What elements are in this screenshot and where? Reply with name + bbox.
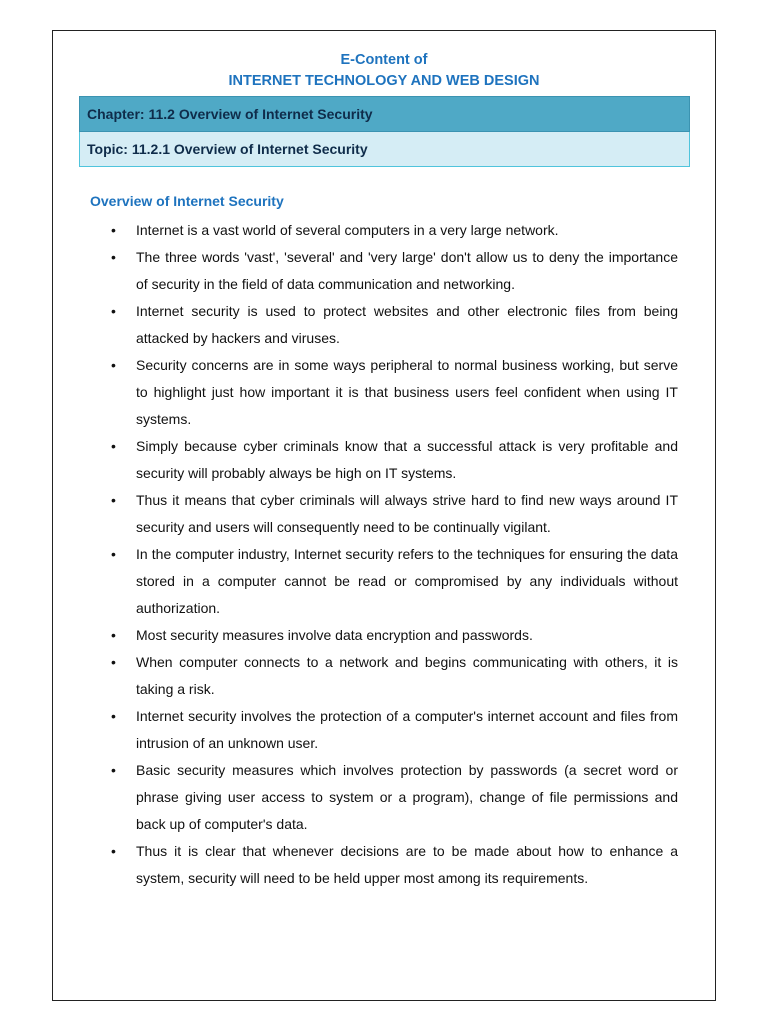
list-item	[111, 838, 678, 892]
bullet-icon: •	[111, 492, 116, 508]
list-item-text: In the computer industry, Internet security refers to the techniques for ensuring the data stored in a computer cannot be read or compromised by any individuals without authorization.	[136, 546, 678, 616]
list-item	[111, 649, 678, 703]
list-item	[111, 433, 678, 487]
list-item-text: Thus it is clear that whenever decisions are to be made about how to enhance a system, security will need to be held upper most among its requirements.	[136, 843, 678, 886]
list-item-text: Thus it means that cyber criminals will always strive hard to find new ways around IT security and users will consequently need to be continually vigilant.	[136, 492, 678, 535]
list-item	[111, 298, 678, 352]
list-item	[111, 217, 678, 244]
list-item-text: Most security measures involve data encryption and passwords.	[136, 627, 533, 643]
list-item-text: The three words 'vast', 'several' and 'very large' don't allow us to deny the importance of security in the field of data communication and networking.	[136, 249, 678, 292]
bullet-icon: •	[111, 654, 116, 670]
list-item-text: Simply because cyber criminals know that a successful attack is very profitable and security will probably always be high on IT systems.	[136, 438, 678, 481]
bullet-icon: •	[111, 762, 116, 778]
list-item-text: Basic security measures which involves protection by passwords (a secret word or phrase giving user access to system or a program), change of file permissions and back up of computer's data.	[136, 762, 678, 832]
bullet-icon: •	[111, 357, 116, 373]
bullet-icon: •	[111, 438, 116, 454]
topic-band	[79, 132, 690, 167]
bullet-icon: •	[111, 546, 116, 562]
bullet-icon: •	[111, 303, 116, 319]
bullet-icon: •	[111, 249, 116, 265]
list-item-text: Internet is a vast world of several computers in a very large network.	[136, 222, 559, 238]
list-item-text: When computer connects to a network and begins communicating with others, it is taking a risk.	[136, 654, 678, 697]
section-title: Overview of Internet Security	[90, 193, 284, 209]
list-item-text: Internet security involves the protection of a computer's internet account and files from intrusion of an unknown user.	[136, 708, 678, 751]
bullet-list	[111, 217, 678, 892]
list-item	[111, 703, 678, 757]
bullet-icon: •	[111, 843, 116, 859]
document-header	[53, 50, 715, 92]
list-item	[111, 352, 678, 433]
list-item	[111, 757, 678, 838]
list-item	[111, 622, 678, 649]
list-item	[111, 487, 678, 541]
list-item	[111, 244, 678, 298]
list-item-text: Internet security is used to protect websites and other electronic files from being attacked by hackers and viruses.	[136, 303, 678, 346]
header-line-2: INTERNET TECHNOLOGY AND WEB DESIGN	[228, 73, 540, 89]
list-item	[111, 541, 678, 622]
list-item-text: Security concerns are in some ways peripheral to normal business working, but serve to highlight just how important it is that business users feel confident when using IT systems.	[136, 357, 678, 427]
document-page	[52, 30, 716, 1001]
topic-title: Topic: 11.2.1 Overview of Internet Security	[87, 141, 368, 157]
bullet-icon: •	[111, 708, 116, 724]
chapter-title: Chapter: 11.2 Overview of Internet Security	[87, 106, 373, 122]
header-line-1: E-Content of	[340, 52, 428, 68]
bullet-icon: •	[111, 627, 116, 643]
chapter-band	[79, 96, 690, 132]
bullet-icon: •	[111, 222, 116, 238]
